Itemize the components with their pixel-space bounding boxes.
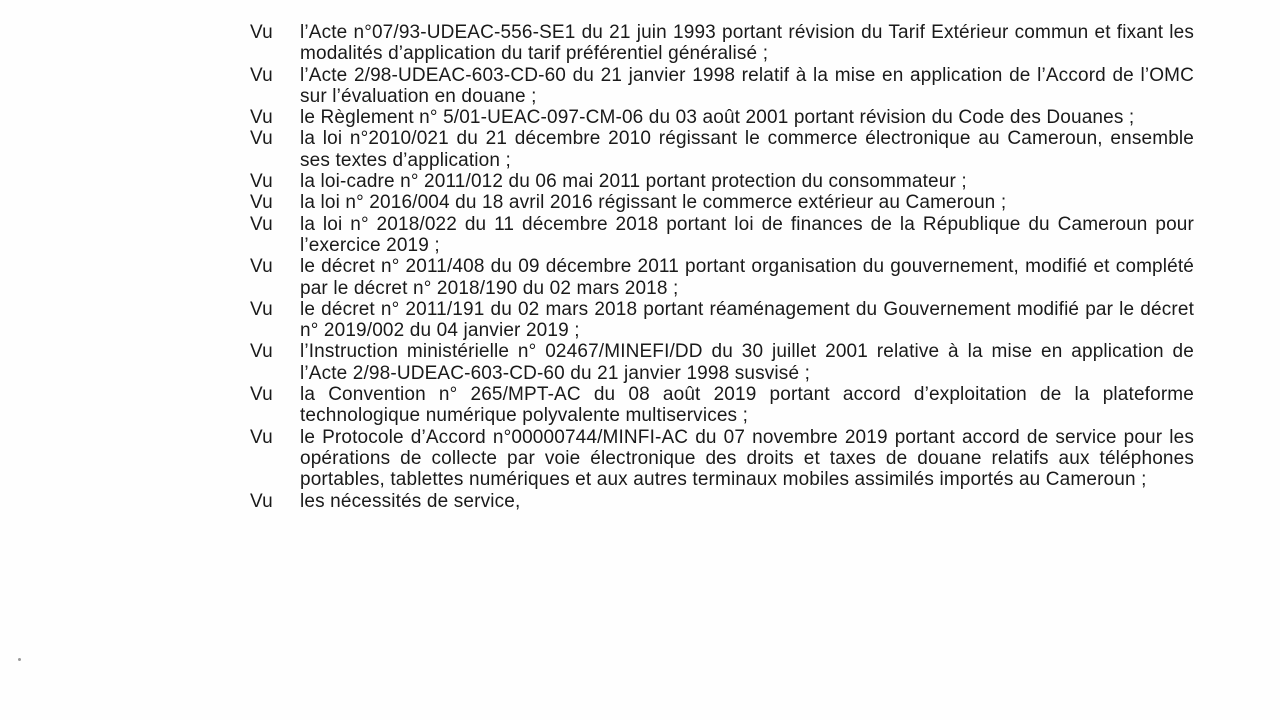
vu-marker: Vu [250,213,273,235]
vu-clause-text: l’Instruction ministérielle n° 02467/MINEFI/DD du 30 juillet 2001 relative à la mise en application de l’Acte 2/98-UDEAC-603-CD-60 du 21 janvier 1998 susvisé ; [300,341,1194,384]
vu-marker: Vu [250,490,273,512]
vu-clause [250,491,1194,512]
vu-clause [250,214,1194,257]
vu-clause-text: l’Acte 2/98-UDEAC-603-CD-60 du 21 janvier 1998 relatif à la mise en application de l’Accord de l’OMC sur l’évaluation en douane ; [300,64,1194,107]
vu-marker: Vu [250,22,273,43]
vu-clause [250,107,1194,128]
vu-marker: Vu [250,256,273,278]
vu-marker: Vu [250,64,273,86]
vu-clause [250,341,1194,384]
vu-clause [250,128,1194,171]
vu-clause-text: le décret n° 2011/408 du 09 décembre 2011 portant organisation du gouvernement, modifié et complété par le décret n° 2018/190 du 02 mars 2018 ; [300,256,1194,299]
vu-clause [250,427,1194,491]
vu-clause-text: la loi n° 2016/004 du 18 avril 2016 régissant le commerce extérieur au Cameroun ; [300,192,1007,214]
vu-marker: Vu [250,341,273,363]
vu-marker: Vu [250,128,273,150]
vu-clause [250,22,1194,65]
vu-marker: Vu [250,192,273,214]
vu-clause-text: l’Acte n°07/93-UDEAC-556-SE1 du 21 juin 1993 portant révision du Tarif Extérieur commun et fixant les modalités d’application du tarif préférentiel généralisé ; [300,22,1194,65]
vu-marker: Vu [250,171,273,193]
vu-clause [250,192,1194,213]
vu-clause [250,299,1194,342]
vu-clause-text: la Convention n° 265/MPT-AC du 08 août 2019 portant accord d’exploitation de la plateforme technologique numérique polyvalente multiservices ; [300,384,1194,427]
vu-marker: Vu [250,298,273,320]
vu-clause-text: la loi-cadre n° 2011/012 du 06 mai 2011 portant protection du consommateur ; [300,171,967,193]
vu-marker: Vu [250,426,273,448]
vu-clause-text: le Protocole d’Accord n°00000744/MINFI-AC du 07 novembre 2019 portant accord de service pour les opérations de collecte par voie électronique des droits et taxes de douane relatifs aux téléphones portables, tablettes numériques et aux autres terminaux mobiles assimilés importés au Cameroun ; [300,426,1194,491]
vu-clause-text: le Règlement n° 5/01-UEAC-097-CM-06 du 03 août 2001 portant révision du Code des Douanes ; [300,107,1135,129]
vu-marker: Vu [250,107,273,129]
vu-marker: Vu [250,384,273,406]
vu-clause-text: la loi n° 2018/022 du 11 décembre 2018 portant loi de finances de la République du Cameroun pour l’exercice 2019 ; [300,213,1194,256]
vu-clause-text: les nécessités de service, [300,490,521,512]
vu-clause [250,384,1194,427]
vu-clause-text: le décret n° 2011/191 du 02 mars 2018 portant réaménagement du Gouvernement modifié par le décret n° 2019/002 du 04 janvier 2019 ; [300,298,1194,342]
vu-clause-text: la loi n°2010/021 du 21 décembre 2010 régissant le commerce électronique au Cameroun, ensemble ses textes d’application ; [300,128,1194,171]
vu-clause [250,65,1194,108]
vu-clause [250,256,1194,299]
vu-clause-list [250,22,1194,512]
vu-clause [250,171,1194,192]
scan-speck [18,658,21,661]
